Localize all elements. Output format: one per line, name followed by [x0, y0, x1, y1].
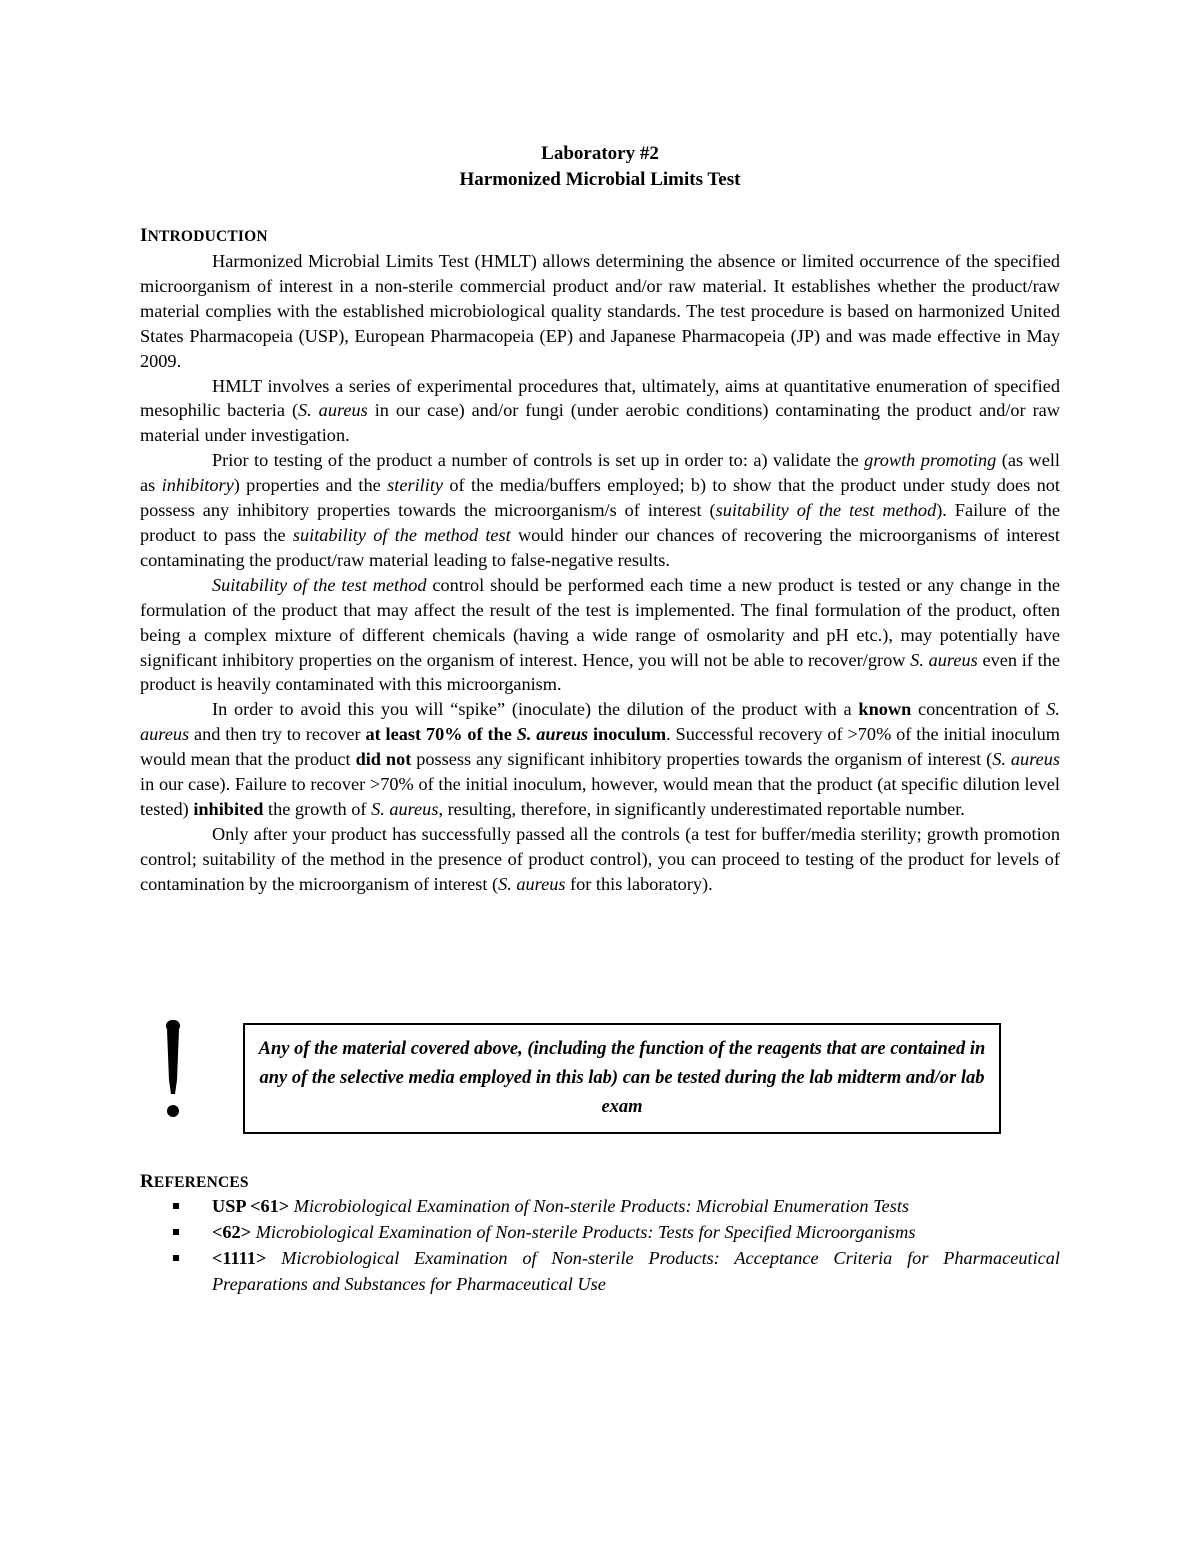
intro-paragraph-1: Harmonized Microbial Limits Test (HMLT) allows determining the absence or limited occurrence of the specified microorganism of interest in a non-sterile commercial product and/or raw material. It establishes whether the product/raw material complies with the established microbiological quality standards. The test procedure is based on harmonized United States Pharmacopeia (USP), European Pharmacopeia (EP) and Japanese Pharmacopeia (JP) and was made effective in May 2009.	[140, 251, 1060, 371]
p5-organism-2: S. aureus	[516, 724, 589, 745]
p5-text-q: , resulting, therefore, in significantly underestimated reportable number.	[438, 798, 965, 819]
p5-text-k: possess any significant inhibitory properties towards the organism of interest (	[411, 749, 993, 770]
p5-text-m: in our case). Failure to recover >70% of the initial inoculum, however, would mean that the product (at specific dilution level tested)	[140, 774, 1060, 819]
p5-text-o: the growth of	[263, 798, 372, 819]
intro-paragraph-2	[140, 374, 1060, 449]
references-heading	[140, 1171, 249, 1193]
p3-suitability-method-test: suitability of the method test	[292, 524, 511, 545]
p5-did-not: did not	[355, 749, 412, 770]
p3-inhibitory: inhibitory	[161, 475, 234, 496]
document-page	[140, 0, 1060, 1553]
p6-text-c: for this laboratory).	[565, 873, 713, 894]
intro-paragraph-5	[140, 697, 1060, 822]
p2-text-c: in our case) and/or fungi (under aerobic conditions) contaminating the product and/or raw material under investigation.	[140, 400, 1060, 446]
p4-text-d: even if the product is heavily contaminated with this microorganism.	[140, 649, 1060, 695]
intro-paragraph-4	[140, 573, 1060, 698]
bullet-icon	[173, 1229, 179, 1235]
p3-text-c: (as well as	[140, 450, 1061, 496]
introduction-body	[140, 249, 1060, 897]
reference-code: USP <61>	[212, 1196, 290, 1216]
p3-suitability-test-method: suitability of the test method	[715, 500, 937, 521]
p2-text-a: HMLT involves a series of experimental procedures that, ultimately, aims at quantitative enumeration of specified mesophilic bacteria (	[140, 375, 1060, 421]
intro-paragraph-6	[140, 822, 1060, 897]
p3-text-i: ). Failure of the product to pass the	[140, 500, 1060, 545]
exclamation-icon	[158, 1018, 188, 1128]
exam-notice-text: Any of the material covered above, (including the function of the reagents that are contained in any of the selective media employed in this lab) can be tested during the lab midterm and/or lab exam	[258, 1039, 986, 1117]
p5-known: known	[858, 699, 912, 720]
p5-text-e: and then try to recover	[189, 724, 366, 745]
p2-organism: S. aureus	[298, 400, 368, 421]
bullet-icon	[173, 1203, 179, 1209]
reference-title: Microbiological Examination of Non-sterile Products: Acceptance Criteria for Pharmaceutical Preparations and Substances for Pharmaceutical Use	[212, 1248, 1060, 1294]
p6-organism: S. aureus	[498, 873, 566, 894]
p4-suitability-test-method: Suitability of the test method	[212, 574, 427, 595]
document-header	[140, 141, 1060, 193]
p5-organism-4: S. aureus	[371, 798, 439, 819]
references-heading-initial: R	[140, 1171, 154, 1192]
bullet-icon	[173, 1255, 179, 1261]
p5-text-a: In order to avoid this you will “spike” (inoculate) the dilution of the product with a	[212, 699, 859, 720]
reference-item	[140, 1245, 1060, 1297]
p5-inhibited: inhibited	[193, 798, 264, 819]
p5-text-i: . Successful recovery of >70% of the initial inoculum would mean that the product	[140, 724, 1061, 770]
p3-growth-promoting: growth promoting	[864, 450, 997, 471]
p3-text-k: would hinder our chances of recovering the microorganisms of interest contaminating the product/raw material leading to false-negative results.	[140, 524, 1060, 570]
p5-organism-3: S. aureus	[992, 749, 1060, 770]
reference-title: Microbiological Examination of Non-sterile Products: Microbial Enumeration Tests	[293, 1196, 910, 1216]
p3-sterility: sterility	[387, 475, 444, 496]
p6-text-a: Only after your product has successfully passed all the controls (a test for buffer/media sterility; growth promotion control; suitability of the method in the presence of product control), you can proceed to testing of the product for levels of contamination by the microorganism of interest (	[140, 823, 1060, 894]
reference-code: <62>	[212, 1222, 252, 1242]
p5-inoculum: inoculum	[588, 724, 667, 745]
introduction-heading-initial: I	[140, 225, 148, 246]
references-heading-rest: EFERENCES	[153, 1174, 249, 1191]
exam-notice-box	[243, 1023, 1001, 1134]
p5-at-least-70: at least 70% of the	[365, 724, 517, 745]
intro-paragraph-3	[140, 448, 1060, 573]
document-title: Laboratory #2	[541, 143, 659, 164]
introduction-heading-rest: NTRODUCTION	[147, 228, 268, 245]
reference-item	[140, 1219, 1060, 1245]
reference-code: <1111>	[212, 1248, 267, 1268]
p4-text-b: control should be performed each time a new product is tested or any change in the formulation of the product that may affect the result of the test is implemented. The final formulation of the product, often being a complex mixture of different chemicals (having a wide range of osmolarity and pH etc.), may potentially have significant inhibitory properties on the organism of interest. Hence, you will not be able to recover/grow	[140, 574, 1060, 670]
document-subtitle: Harmonized Microbial Limits Test	[459, 169, 741, 190]
p3-text-g: of the media/buffers employed; b) to show that the product under study does not possess any inhibitory properties towards the microorganism/s of interest (	[140, 475, 1060, 521]
reference-title: Microbiological Examination of Non-sterile Products: Tests for Specified Microorganisms	[255, 1222, 916, 1242]
reference-item	[140, 1193, 1060, 1219]
p4-organism: S. aureus	[910, 649, 978, 670]
p5-text-c: concentration of	[911, 699, 1047, 720]
p3-text-a: Prior to testing of the product a number of controls is set up in order to: a) validate the	[212, 450, 865, 471]
p3-text-e: ) properties and the	[233, 475, 388, 496]
p5-organism-1: S. aureus	[140, 699, 1060, 745]
references-list	[140, 1193, 1060, 1297]
introduction-heading	[140, 225, 268, 247]
